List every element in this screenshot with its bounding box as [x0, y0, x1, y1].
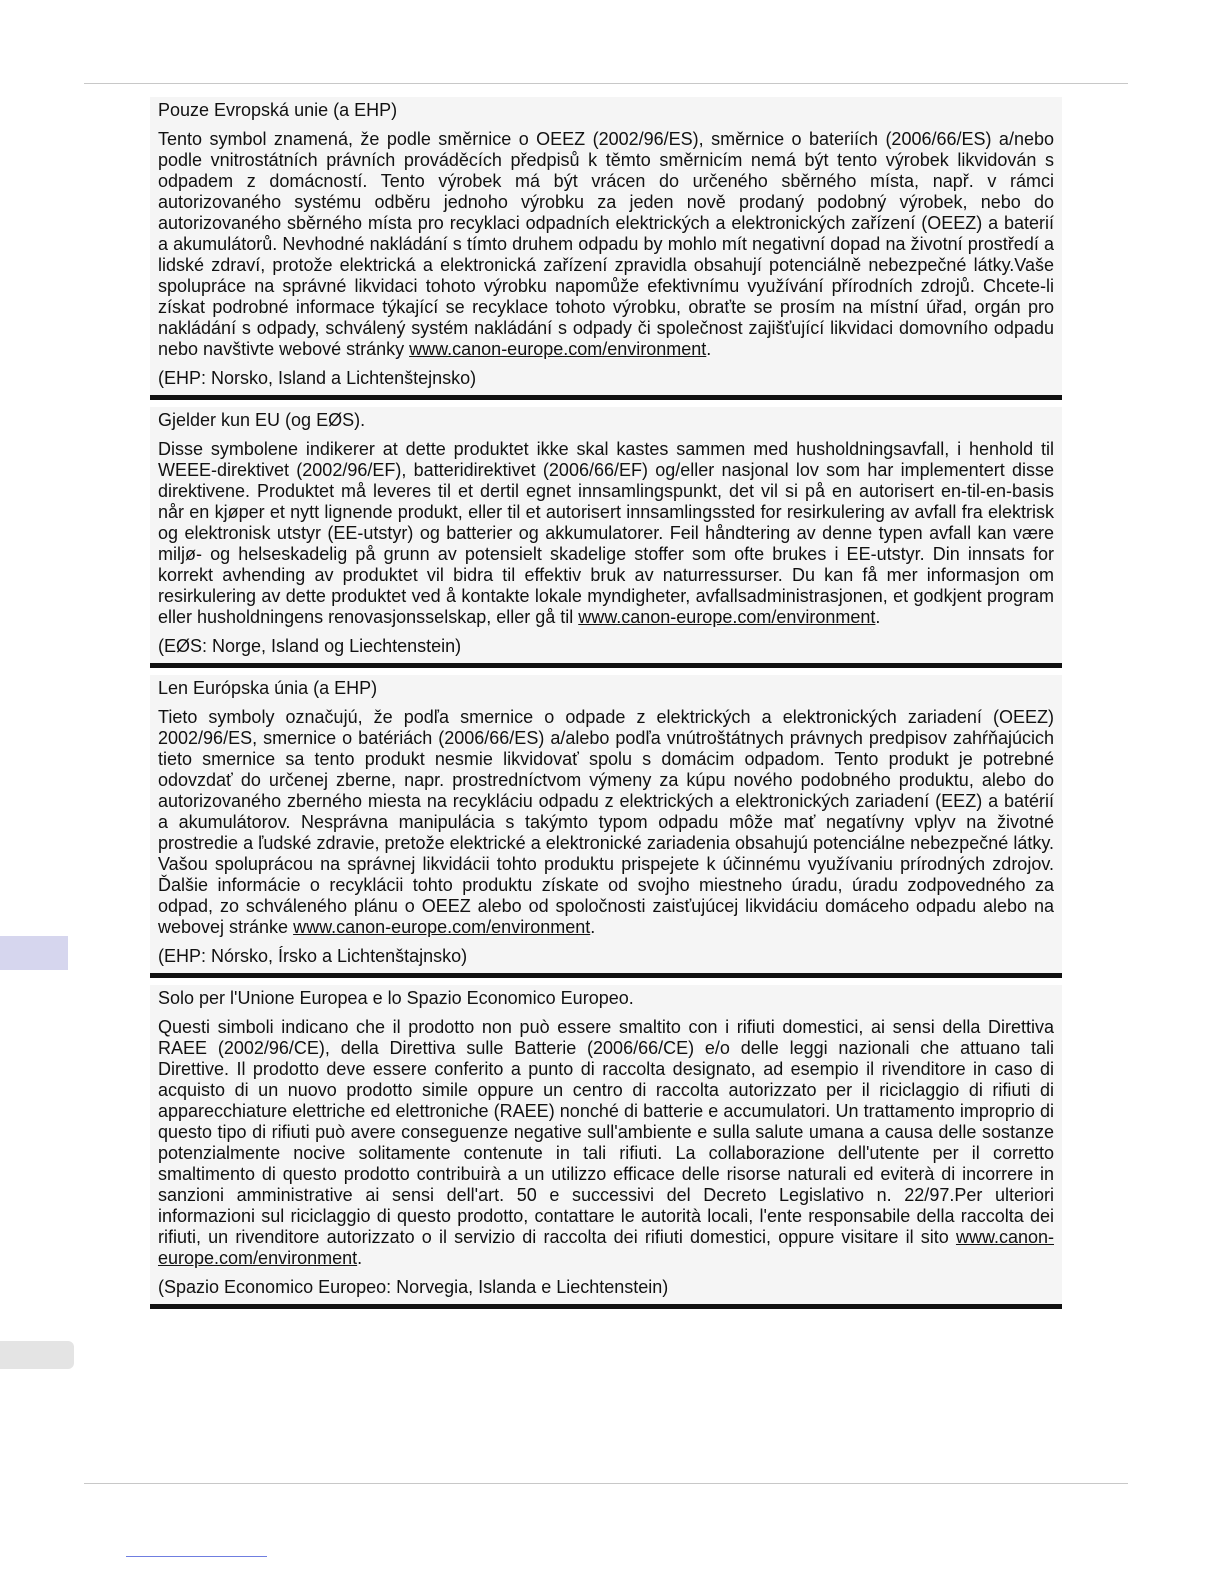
notice-slovak — [150, 675, 1062, 978]
notice-text: Tento symbol znamená, že podle směrnice o OEEZ (2002/96/ES), směrnice o bateriích (2006/66/ES) a/nebo podle vnitrostátních právních prováděcích předpisů k těmto směrnicím nemá být tento výrobek likvidován s odpadem z domácností. Tento výrobek má být vrácen do určeného sběrného místa, např. v rámci autorizovaného systému odběru jednoho výrobku za jeden nově prodaný podobný výrobek, nebo do autorizovaného sběrného místa pro recyklaci odpadních elektrických a elektronických zařízení (OEEZ) a baterií a akumulátorů. Nevhodné nakládání s tímto druhem odpadu by mohlo mít negativní dopad na životní prostředí a lidské zdraví, protože elektrická a elektronická zařízení zpravidla obsahují potenciálně nebezpečné látky.Vaše spolupráce na správné likvidaci tohoto výrobku napomůže efektivnímu využívání přírodních zdrojů. Chcete-li získat podrobné informace týkající se recyklace tohoto výrobku, obraťte se prosím na místní úřad, orgán pro nakládání s odpady, schválený systém nakládání s odpady či společnost zajišťující likvidaci domovního odpadu nebo navštivte webové stránky — [158, 129, 1054, 359]
notice-body — [158, 707, 1054, 938]
notice-footnote: (EØS: Norge, Island og Liechtenstein) — [158, 636, 462, 656]
notice-text: Disse symbolene indikerer at dette produktet ikke skal kastes sammen med husholdningsavfall, i henhold til WEEE-direktivet (2002/96/EF), batteridirektivet (2006/66/EF) og/eller nasjonal lov som har implementert disse direktivene. Produktet må leveres til et dertil egnet innsamlingspunkt, det vil si på en autorisert en-til-en-basis når en kjøper et nytt lignende produkt, eller til et autorisert innsamlingssted for resirkulering av avfall fra elektrisk og elektronisk utstyr (EE-utstyr) og batterier og akkumulatorer. Feil håndtering av denne typen avfall kan være miljø- og helseskadelig på grunn av potensielt skadelige stoffer som ofte brukes i EE-utstyr. Din innsats for korrekt avhending av produktet vil bidra til effektiv bruk av naturressurser. Du kan få mer informasjon om resirkulering av dette produktet ved å kontakte lokale myndigheter, avfallsadministrasjonen, et godkjent program eller husholdningens renovasjonsselskap, eller gå til — [158, 439, 1054, 627]
notice-heading: Len Európska únia (a EHP) — [158, 678, 378, 698]
notice-heading: Gjelder kun EU (og EØS). — [158, 410, 366, 430]
environment-link[interactable]: www.canon-europe.com/environment — [158, 1227, 1054, 1268]
notice-body — [158, 439, 1054, 628]
notice-footnote: (Spazio Economico Europeo: Norvegia, Islanda e Liechtenstein) — [158, 1277, 669, 1297]
notice-text: Questi simboli indicano che il prodotto non può essere smaltito con i rifiuti domestici, ai sensi della Direttiva RAEE (2002/96/CE), della Direttiva sulle Batterie (2006/66/CE) e/o delle leggi nazionali che attuano tali Direttive. Il prodotto deve essere conferito a punto di raccolta designato, ad esempio il rivenditore in caso di acquisto di un nuovo prodotto simile oppure un centro di raccolta autorizzato per il riciclaggio di rifiuti di apparecchiature elettriche ed elettroniche (RAEE) nonché di batterie e accumulatori. Un trattamento improprio di questo tipo di rifiuti può avere conseguenze negative sull'ambiente e sulla salute umana a causa delle sostanze potenzialmente nocive solitamente contenute in tali rifiuti. La collaborazione dell'utente per il corretto smaltimento di questo prodotto contribuirà a un utilizzo efficace delle risorse naturali ed eviterà di incorrere in sanzioni amministrative ai sensi dell'art. 50 e successivi del Decreto Legislativo n. 22/97.Per ulteriori informazioni sul riciclaggio di questo prodotto, contattare le autorità locali, l'ente responsabile della raccolta dei rifiuti, un rivenditore autorizzato o il servizio di raccolta dei rifiuti domestici, oppure visitare il sito — [158, 1017, 1054, 1247]
footer-rule — [84, 1483, 1128, 1484]
notice-text-end: . — [357, 1248, 363, 1268]
recycling-notices — [150, 97, 1062, 1316]
notice-body — [158, 1017, 1054, 1269]
notice-text-end: . — [875, 607, 881, 627]
notice-italian — [150, 985, 1062, 1309]
side-index-tab[interactable] — [0, 936, 68, 970]
notice-footnote: (EHP: Norsko, Island a Lichtenštejnsko) — [158, 368, 477, 388]
environment-link[interactable]: www.canon-europe.com/environment — [578, 607, 876, 627]
notice-text-end: . — [590, 917, 596, 937]
notice-text-end: . — [706, 339, 712, 359]
notice-czech — [150, 97, 1062, 400]
header-rule — [84, 83, 1128, 84]
footer-link-underline[interactable] — [126, 1556, 267, 1557]
notice-text: Tieto symboly označujú, že podľa smernice o odpade z elektrických a elektronických zariadení (OEEZ) 2002/96/ES, smernice o batériách (2006/66/ES) a/alebo podľa vnútroštátnych právnych predpisov zahŕňajúcich tieto smernice sa tento produkt nesmie likvidovať spolu s domácim odpadom. Tento produkt je potrebné odovzdať do určenej zberne, napr. prostredníctvom výmeny za kúpu nového podobného produktu, alebo do autorizovaného zberného miesta na recykláciu odpadu z elektrických a elektronických zariadení (EEZ) a batérií a akumulátorov. Nesprávna manipulácia s takýmto typom odpadu môže mať negatívny vplyv na životné prostredie a ľudské zdravie, pretože elektrické a elektronické zariadenia obsahujú potenciálne nebezpečné látky. Vašou spoluprácou na správnej likvidácii tohto produktu prispejete k účinnému využívaniu prírodných zdrojov. Ďalšie informácie o recyklácii tohto produktu získate od svojho miestneho úradu, úradu zodpovedného za odpad, zo schváleného plánu o OEEZ alebo od spoločnosti zaisťujúcej likvidáciu domáceho odpadu alebo na webovej stránke — [158, 707, 1054, 937]
notice-heading: Pouze Evropská unie (a EHP) — [158, 100, 398, 120]
environment-link[interactable]: www.canon-europe.com/environment — [409, 339, 707, 359]
notice-body — [158, 129, 1054, 360]
environment-link[interactable]: www.canon-europe.com/environment — [293, 917, 591, 937]
notice-norwegian — [150, 407, 1062, 668]
notice-heading: Solo per l'Unione Europea e lo Spazio Economico Europeo. — [158, 988, 634, 1008]
side-nav-tab[interactable] — [0, 1341, 74, 1369]
notice-footnote: (EHP: Nórsko, Írsko a Lichtenštajnsko) — [158, 946, 468, 966]
